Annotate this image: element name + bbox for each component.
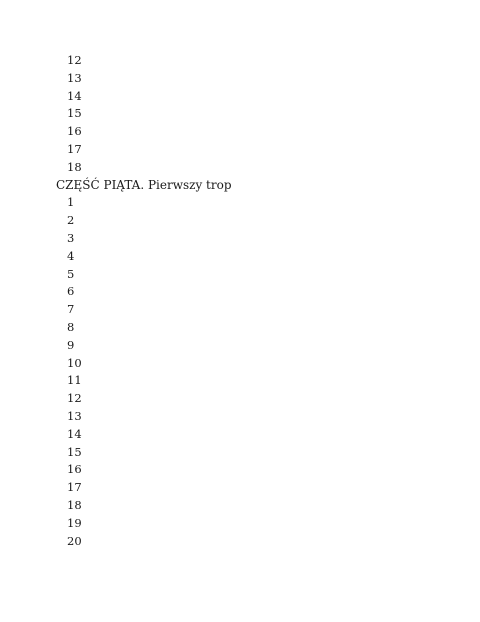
chapter-link[interactable]: 11 (67, 373, 82, 388)
chapter-link[interactable]: 12 (67, 53, 82, 67)
chapter-link[interactable]: 9 (67, 337, 75, 352)
chapter-link[interactable]: 13 (67, 408, 82, 423)
chapter-link[interactable]: 20 (67, 533, 82, 548)
chapter-link[interactable]: 14 (67, 426, 82, 441)
part-heading[interactable]: CZĘŚĆ PIĄTA. Pierwszy trop (56, 177, 232, 192)
chapter-link[interactable]: 19 (67, 515, 82, 530)
chapter-link[interactable]: 8 (67, 319, 75, 334)
chapter-link[interactable]: 18 (67, 159, 82, 174)
chapter-link[interactable]: 15 (67, 106, 82, 121)
chapter-list-previous-part (0, 52, 480, 177)
chapter-link[interactable]: 10 (67, 355, 82, 370)
chapter-link[interactable]: 1 (67, 195, 75, 210)
chapter-link[interactable]: 16 (67, 124, 82, 139)
chapter-link[interactable]: 15 (67, 444, 82, 459)
chapter-link[interactable]: 6 (67, 284, 75, 299)
chapter-link[interactable]: 17 (67, 141, 82, 156)
chapter-link[interactable]: 16 (67, 462, 82, 477)
chapter-link[interactable]: 13 (67, 70, 82, 85)
chapter-link[interactable]: 5 (67, 266, 75, 281)
chapter-link[interactable]: 12 (67, 391, 82, 406)
chapter-link[interactable]: 18 (67, 497, 82, 512)
chapter-list-part-five (0, 194, 480, 550)
chapter-link[interactable]: 3 (67, 230, 75, 245)
chapter-link[interactable]: 17 (67, 480, 82, 495)
chapter-link[interactable]: 4 (67, 248, 75, 263)
table-of-contents (0, 52, 480, 550)
chapter-link[interactable]: 7 (67, 302, 75, 317)
chapter-link[interactable]: 2 (67, 213, 75, 228)
chapter-link[interactable]: 14 (67, 88, 82, 103)
